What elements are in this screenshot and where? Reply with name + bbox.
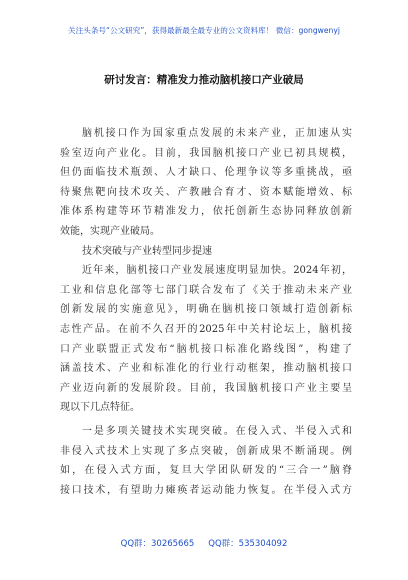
paragraph-line: 待聚焦靶向技术攻关、产教融合育才、资本赋能增效、标 — [60, 186, 352, 198]
paragraph-line: 但仍面临技术瓶颈、人才缺口、伦理争议等多重挑战，亟 — [60, 167, 352, 179]
paragraph-line: 志性产品。在前不久召开的2025年中关村论坛上，脑机接 — [60, 323, 352, 335]
paragraph-line: 效能，实现产业破局。 — [60, 225, 160, 237]
paragraph-line: 接口技术，有望助力瘫痪者运动能力恢复。在半侵入式方 — [60, 484, 352, 496]
paragraph-line: 创新发展的实施意见》，明确在脑机接口领域打造创新标 — [60, 304, 352, 316]
footer-contact — [0, 537, 408, 549]
section-heading: 技术突破与产业转型同步提速 — [82, 245, 212, 257]
paragraph-line: 如，在侵入式方面，复旦大学团队研发的“三合一”脑脊 — [60, 465, 352, 477]
paragraph-line: 近年来，脑机接口产业发展速度明显加快。2024年初， — [82, 265, 352, 277]
paragraph-line: 非侵入式技术上实现了多点突破，创新成果不断涌现。例 — [60, 445, 352, 457]
header-notice: 关注头条号“公文研究”，获得最新最全最专业的公文资料库！ 微信：gongwenyj — [68, 26, 340, 35]
paragraph-line: 现以下几点特征。 — [60, 402, 140, 414]
document-body — [60, 124, 352, 500]
qq-group-1: QQ群：30265665 — [120, 539, 195, 549]
paragraph-line: 一是多项关键技术实现突破。在侵入式、半侵入式和 — [82, 425, 352, 437]
paragraph-line: 脑机接口作为国家重点发展的未来产业，正加速从实 — [82, 128, 352, 139]
paragraph-line: 口产业联盟正式发布“脑机接口标准化路线图”，构建了 — [60, 343, 352, 355]
qq-group-2: QQ群：535304092 — [208, 539, 288, 549]
paragraph-line: 验室迈向产业化。目前，我国脑机接口产业已初具规模， — [60, 147, 352, 159]
paragraph-line: 涵盖技术、产业和标准化的行业行动框架，推动脑机接口 — [60, 363, 352, 375]
document-title: 研讨发言：精准发力推动脑机接口产业破局 — [104, 74, 304, 86]
paragraph-line: 准体系构建等环节精准发力，依托创新生态协同释放创新 — [60, 206, 352, 218]
paragraph-line: 工业和信息化部等七部门联合发布了《关于推动未来产业 — [60, 284, 352, 296]
paragraph-line: 产业迈向新的发展阶段。目前，我国脑机接口产业主要呈 — [60, 382, 352, 394]
